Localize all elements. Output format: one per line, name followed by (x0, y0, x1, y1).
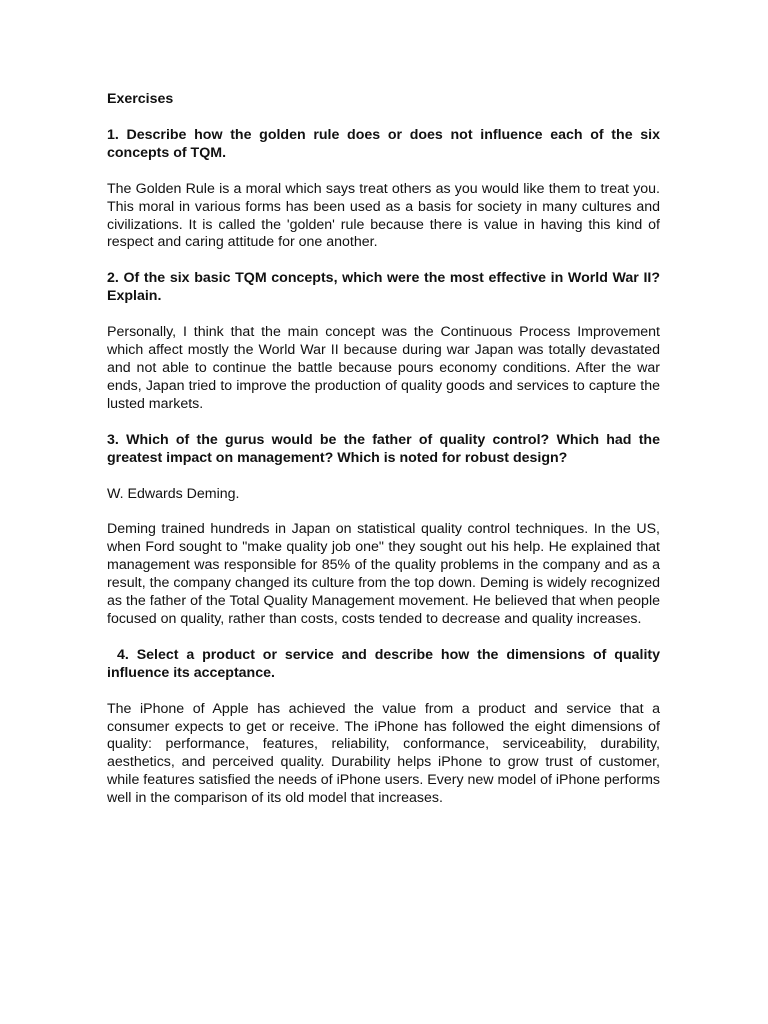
question-2: 2. Of the six basic TQM concepts, which were the most effective in World War II? Explain. (107, 270, 660, 305)
question-4: 4. Select a product or service and describe how the dimensions of quality influence its acceptance. (107, 646, 660, 681)
question-1: 1. Describe how the golden rule does or does not influence each of the six concepts of TQM. (107, 126, 660, 161)
answer-2: Personally, I think that the main concept was the Continuous Process Improvement which affect mostly the World War II because during war Japan was totally devastated and not able to continue the battle because pours economy conditions. After the war ends, Japan tried to improve the production of quality goods and services to capture the lusted markets. (107, 324, 660, 412)
question-3: 3. Which of the gurus would be the father of quality control? Which had the greatest impact on management? Which is noted for robust design? (107, 431, 660, 466)
document-page (107, 91, 660, 826)
answer-3-detail: Deming trained hundreds in Japan on statistical quality control techniques. In the US, when Ford sought to "make quality job one" they sought out his help. He explained that management was responsible for 85% of the quality problems in the company and as a result, the company changed its culture from the top down. Deming is widely recognized as the father of the Total Quality Management movement. He believed that when people focused on quality, rather than costs, costs tended to decrease and quality increases. (107, 521, 660, 627)
answer-3-name: W. Edwards Deming. (107, 485, 240, 502)
answer-1: The Golden Rule is a moral which says treat others as you would like them to treat you. This moral in various forms has been used as a basis for society in many cultures and civilizations. It is called the 'golden' rule because there is value in having this kind of respect and caring attitude for one another. (107, 180, 660, 251)
document-title: Exercises (107, 91, 174, 107)
answer-4: The iPhone of Apple has achieved the value from a product and service that a consumer expects to get or receive. The iPhone has followed the eight dimensions of quality: performance, features, reliability, conformance, serviceability, durability, aesthetics, and perceived quality. Durability helps iPhone to grow trust of customer, while features satisfied the needs of iPhone users. Every new model of iPhone performs well in the comparison of its old model that increases. (107, 700, 660, 807)
